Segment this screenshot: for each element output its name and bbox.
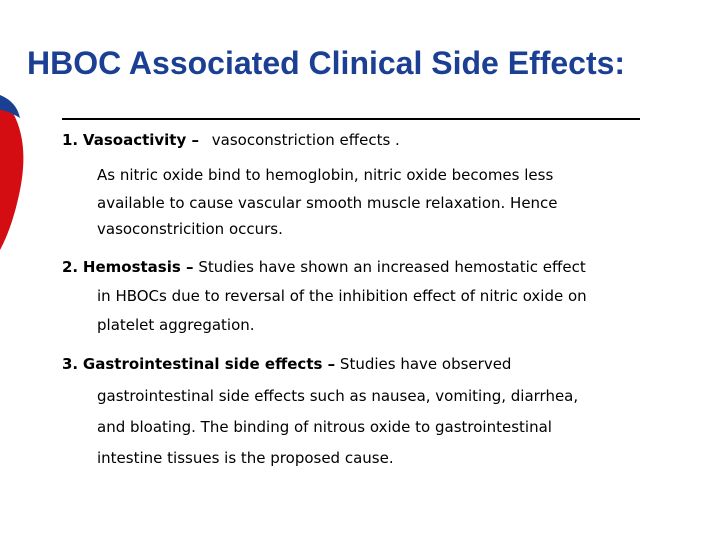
slide-title: HBOC Associated Clinical Side Effects: — [27, 45, 626, 81]
item-lead: Studies have observed — [339, 355, 512, 373]
item-text-line: vasoconstricition occurs. — [97, 220, 283, 238]
item-text-line: gastrointestinal side effects such as nausea, vomiting, diarrhea, — [97, 387, 579, 405]
item-number: 3. — [62, 355, 79, 373]
title-underline — [62, 118, 640, 120]
item-number: 1. — [62, 131, 79, 149]
item-text-line: available to cause vascular smooth muscle relaxation. Hence — [97, 194, 558, 212]
item-text-line: As nitric oxide bind to hemoglobin, nitric oxide becomes less — [97, 166, 554, 184]
item-heading-line — [62, 258, 586, 276]
item-lead: vasoconstriction effects . — [211, 131, 400, 149]
item-heading-line — [62, 355, 511, 373]
item-lead: Studies have shown an increased hemostatic effect — [198, 258, 586, 276]
item-heading: Hemostasis – — [82, 258, 194, 276]
item-heading-line — [62, 131, 400, 149]
red-arc-decoration — [0, 95, 23, 250]
item-text-line: and bloating. The binding of nitrous oxide to gastrointestinal — [97, 418, 552, 436]
decorative-arcs — [0, 0, 60, 260]
item-text-line: intestine tissues is the proposed cause. — [97, 449, 394, 467]
item-heading: Vasoactivity – — [82, 131, 199, 149]
item-heading: Gastrointestinal side effects – — [82, 355, 336, 373]
item-number: 2. — [62, 258, 79, 276]
item-text-line: in HBOCs due to reversal of the inhibition effect of nitric oxide on — [97, 287, 587, 305]
item-text-line: platelet aggregation. — [97, 316, 255, 334]
